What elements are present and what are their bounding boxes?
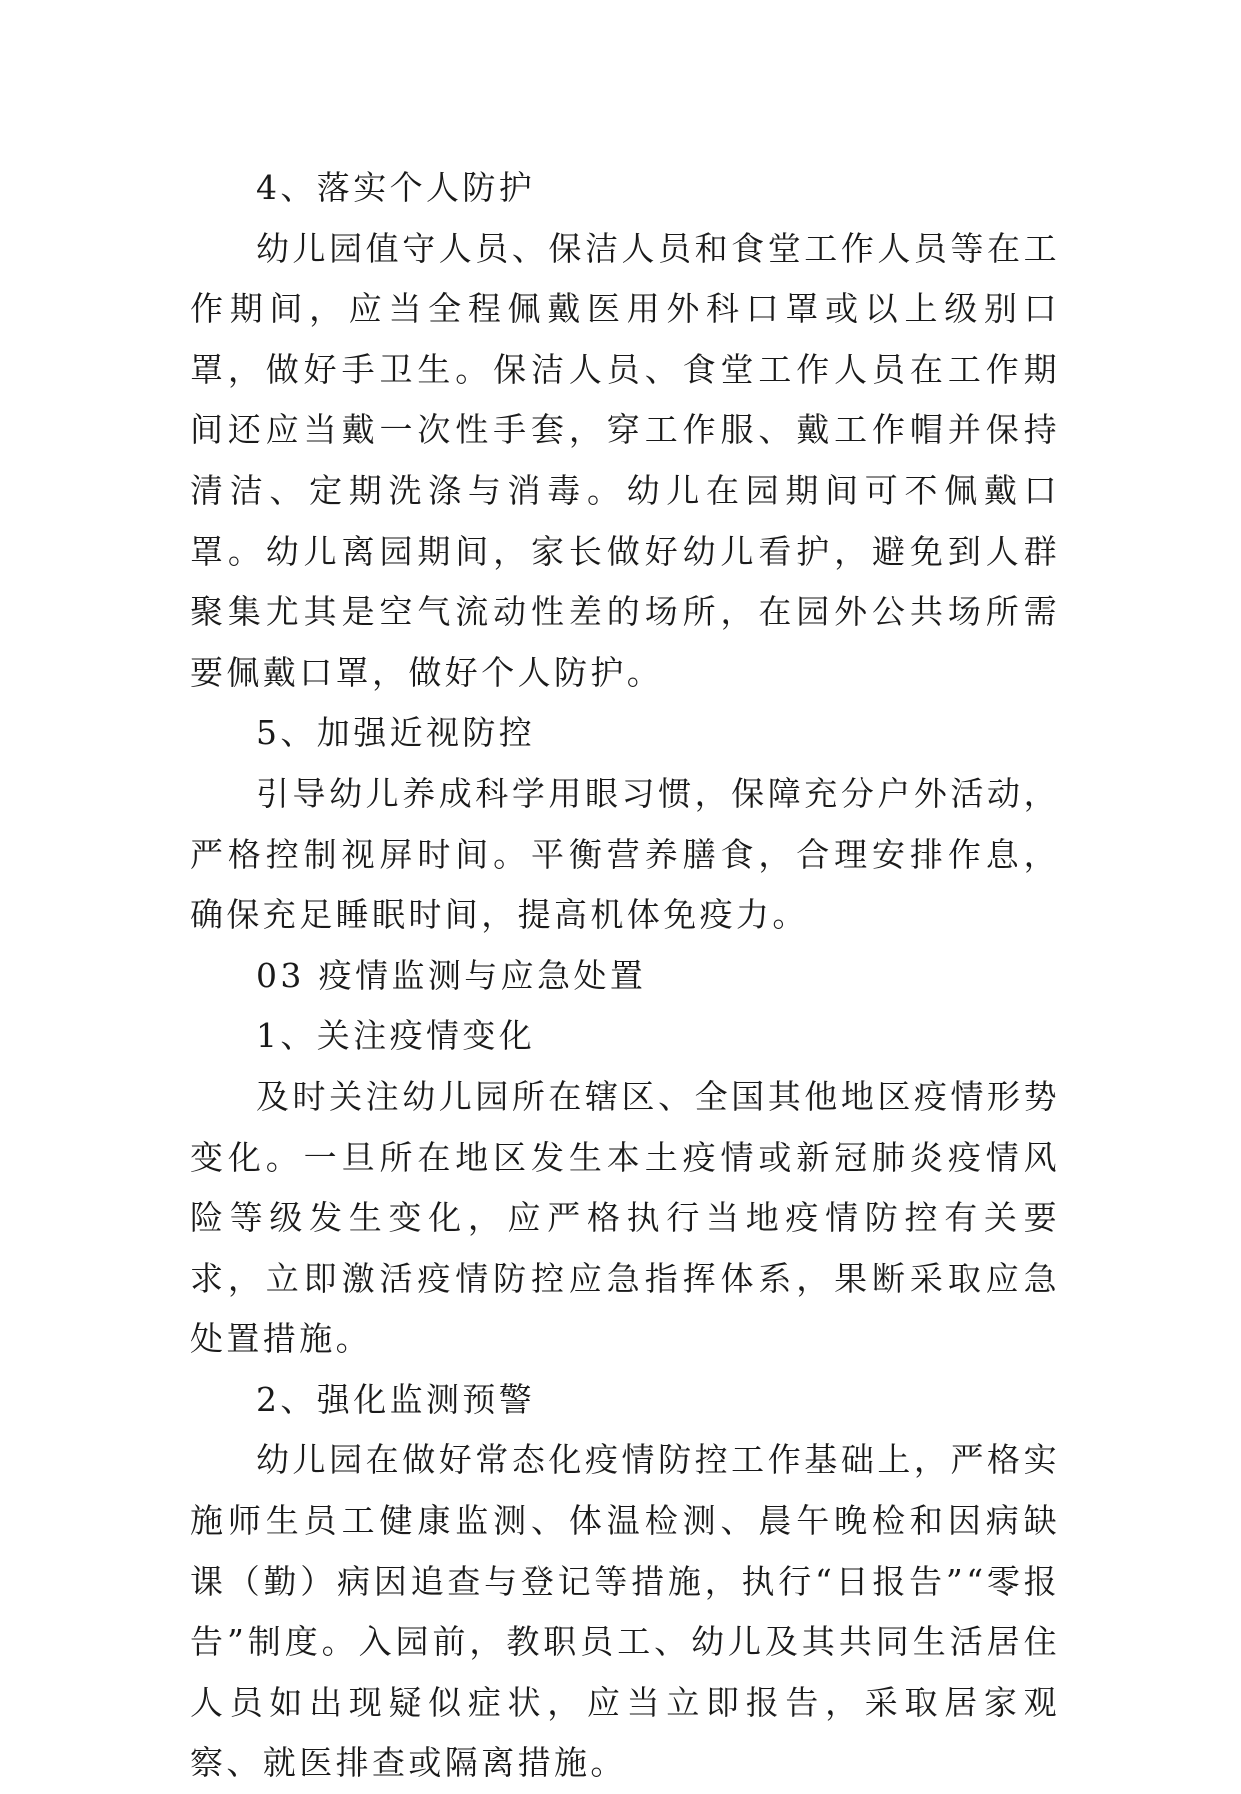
section-heading-personal-protection: 4、落实个人防护 xyxy=(256,168,536,207)
paragraph-epidemic-changes: 及时关注幼儿园所在辖区、全国其他地区疫情形势变化。一旦所在地区发生本土疫情或新冠肺炎疫情风险等级发生变化，应严格执行当地疫情防控有关要求，立即激活疫情防控应急指挥体系，果断采取应急处置措施。 xyxy=(190,1076,1060,1359)
section-heading-myopia-control: 5、加强近视防控 xyxy=(256,713,536,753)
document-body xyxy=(190,158,1060,1794)
chapter-heading-monitoring: 03 疫情监测与应急处置 xyxy=(256,955,647,995)
section-heading-epidemic-changes: 1、关注疫情变化 xyxy=(256,1016,536,1056)
paragraph-personal-protection: 幼儿园值守人员、保洁人员和食堂工作人员等在工作期间，应当全程佩戴医用外科口罩或以上级别口罩，做好手卫生。保洁人员、食堂工作人员在工作期间还应当戴一次性手套，穿工作服、戴工作帽并保持清洁、定期洗涤与消毒。幼儿在园期间可不佩戴口罩。幼儿离园期间，家长做好幼儿看护，避免到人群聚集尤其是空气流动性差的场所，在园外公共场所需要佩戴口罩，做好个人防护。 xyxy=(190,228,1060,692)
paragraph-myopia-control: 引导幼儿养成科学用眼习惯，保障充分户外活动，严格控制视屏时间。平衡营养膳食，合理安排作息，确保充足睡眠时间，提高机体免疫力。 xyxy=(190,773,1060,935)
section-heading-monitoring-warning: 2、强化监测预警 xyxy=(256,1379,536,1419)
paragraph-monitoring-warning: 幼儿园在做好常态化疫情防控工作基础上，严格实施师生员工健康监测、体温检测、晨午晚检和因病缺课（勤）病因追查与登记等措施，执行“日报告”“零报告”制度。入园前，教职员工、幼儿及其共同生活居住人员如出现疑似症状，应当立即报告，采取居家观察、就医排查或隔离措施。 xyxy=(190,1440,1060,1783)
